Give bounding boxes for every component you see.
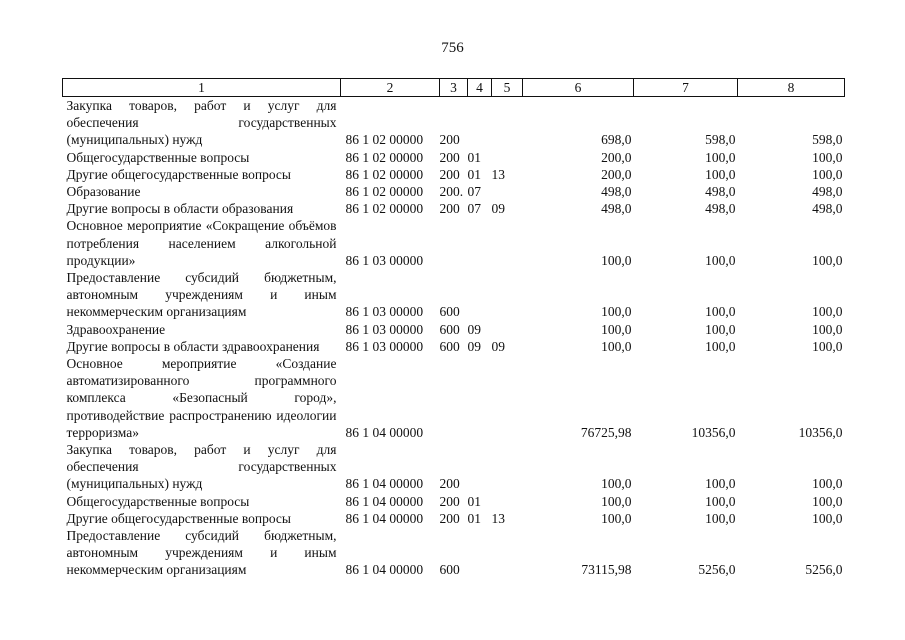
- row-col8: 100,0: [812, 476, 843, 492]
- row-col5: 13: [491, 510, 505, 526]
- table-row: [63, 355, 845, 441]
- row-col7: 100,0: [705, 252, 736, 268]
- row-col8: 100,0: [812, 166, 843, 182]
- row-col7: 100,0: [705, 304, 736, 320]
- row-col8: 100,0: [812, 510, 843, 526]
- row-col3: 600: [439, 562, 460, 578]
- row-col6: 498,0: [601, 184, 632, 200]
- row-col5: [492, 217, 523, 269]
- row-col5: [492, 97, 523, 149]
- row-name: Закупка товаров, работ и услуг для обеспечения государственных (муниципальных) нужд: [66, 98, 337, 148]
- row-code: 86 1 02 00000: [345, 166, 424, 182]
- header-cell: 4: [468, 79, 492, 97]
- row-col7: 100,0: [705, 149, 736, 165]
- row-name: Другие вопросы в области здравоохранения: [66, 338, 320, 354]
- row-col3: 200: [439, 201, 460, 217]
- row-col4: [468, 527, 492, 579]
- row-col6: 73115,98: [581, 562, 632, 578]
- row-col5: [492, 321, 523, 338]
- row-col8: 498,0: [812, 184, 843, 200]
- row-col4: [468, 269, 492, 321]
- row-col6: 100,0: [601, 321, 632, 337]
- row-col8: 100,0: [812, 304, 843, 320]
- row-col3: 600: [439, 304, 460, 320]
- row-col8: 498,0: [812, 201, 843, 217]
- row-code: 86 1 04 00000: [345, 493, 424, 509]
- table-row: [63, 200, 845, 217]
- row-col4: 01: [467, 493, 481, 509]
- row-name: Основное мероприятие «Сокращение объёмов потребления населением алкогольной продукции»: [66, 218, 337, 268]
- row-col7: 100,0: [705, 493, 736, 509]
- row-col4: [468, 97, 492, 149]
- row-code: 86 1 04 00000: [345, 476, 424, 492]
- row-col3: 200.: [439, 184, 464, 200]
- row-col4: [468, 441, 492, 493]
- row-code: 86 1 04 00000: [345, 424, 424, 440]
- header-cell: 3: [440, 79, 468, 97]
- row-col5: 09: [491, 338, 505, 354]
- row-col3: 200: [439, 149, 460, 165]
- table-row: [63, 527, 845, 579]
- header-row: [63, 79, 845, 97]
- row-col5: 13: [491, 166, 505, 182]
- row-col8: 100,0: [812, 321, 843, 337]
- row-code: 86 1 04 00000: [345, 510, 424, 526]
- table-row: [63, 166, 845, 183]
- row-col6: 100,0: [601, 476, 632, 492]
- row-col4: 01: [467, 510, 481, 526]
- table-row: [63, 493, 845, 510]
- row-name: Общегосударственные вопросы: [66, 149, 250, 165]
- row-col6: 200,0: [601, 149, 632, 165]
- row-col4: 01: [467, 149, 481, 165]
- row-col8: 100,0: [812, 493, 843, 509]
- row-col3: [440, 217, 468, 269]
- row-col4: [468, 217, 492, 269]
- row-name: Общегосударственные вопросы: [66, 493, 250, 509]
- header-cell: 8: [738, 79, 845, 97]
- header-cell: 2: [341, 79, 440, 97]
- page-number: 756: [441, 40, 464, 56]
- row-col7: 10356,0: [691, 424, 736, 440]
- row-col3: 600: [439, 338, 460, 354]
- row-col4: 01: [467, 166, 481, 182]
- table-row: [63, 217, 845, 269]
- row-col4: 09: [467, 321, 481, 337]
- row-col3: 200: [439, 493, 460, 509]
- row-col6: 498,0: [601, 201, 632, 217]
- row-code: 86 1 03 00000: [345, 338, 424, 354]
- row-name: Образование: [66, 184, 141, 200]
- row-col6: 100,0: [601, 304, 632, 320]
- row-col4: 07: [467, 184, 481, 200]
- row-col8: 5256,0: [805, 562, 843, 578]
- row-col7: 498,0: [705, 201, 736, 217]
- row-col3: 200: [439, 166, 460, 182]
- header-cell: 1: [63, 79, 341, 97]
- row-col5: [492, 183, 523, 200]
- row-code: 86 1 02 00000: [345, 149, 424, 165]
- row-code: 86 1 02 00000: [345, 184, 424, 200]
- row-code: 86 1 03 00000: [345, 321, 424, 337]
- row-code: 86 1 02 00000: [345, 132, 424, 148]
- row-code: 86 1 02 00000: [345, 201, 424, 217]
- table-row: [63, 441, 845, 493]
- row-col4: [468, 355, 492, 441]
- row-col6: 698,0: [601, 132, 632, 148]
- row-col5: [492, 441, 523, 493]
- row-col4: 09: [467, 338, 481, 354]
- row-col7: 100,0: [705, 321, 736, 337]
- budget-table: [62, 78, 845, 579]
- row-col8: 10356,0: [798, 424, 843, 440]
- row-col8: 100,0: [812, 338, 843, 354]
- row-col7: 5256,0: [698, 562, 736, 578]
- header-cell: 6: [523, 79, 634, 97]
- row-col6: 76725,98: [580, 424, 632, 440]
- row-col5: 09: [491, 201, 505, 217]
- row-col6: 100,0: [601, 510, 632, 526]
- table-row: [63, 183, 845, 200]
- row-code: 86 1 03 00000: [345, 252, 424, 268]
- table-row: [63, 321, 845, 338]
- row-col8: 598,0: [812, 132, 843, 148]
- row-col7: 598,0: [705, 132, 736, 148]
- row-col8: 100,0: [812, 149, 843, 165]
- row-col5: [492, 355, 523, 441]
- header-cell: 5: [492, 79, 523, 97]
- row-name: Основное мероприятие «Создание автоматизированного программного комплекса «Безопасный город», противодействие распространению идеологии терроризма»: [66, 356, 337, 440]
- row-name: Закупка товаров, работ и услуг для обеспечения государственных (муниципальных) нужд: [66, 442, 337, 492]
- row-name: Здравоохранение: [66, 321, 166, 337]
- row-col3: 200: [439, 510, 460, 526]
- row-col5: [492, 493, 523, 510]
- table-row: [63, 97, 845, 149]
- row-col6: 100,0: [601, 338, 632, 354]
- row-col5: [492, 149, 523, 166]
- table-row: [63, 269, 845, 321]
- row-name: Другие общегосударственные вопросы: [66, 166, 291, 182]
- table-row: [63, 510, 845, 527]
- row-col5: [492, 527, 523, 579]
- row-col5: [492, 269, 523, 321]
- row-col7: 100,0: [705, 510, 736, 526]
- row-col4: 07: [467, 201, 481, 217]
- table-row: [63, 149, 845, 166]
- row-code: 86 1 04 00000: [345, 562, 424, 578]
- row-col6: 100,0: [601, 493, 632, 509]
- row-name: Предоставление субсидий бюджетным, автономным учреждениям и иным некоммерческим организациям: [66, 270, 337, 320]
- row-col7: 100,0: [705, 476, 736, 492]
- row-col3: [440, 355, 468, 441]
- row-col3: 200: [439, 476, 460, 492]
- row-col6: 200,0: [601, 166, 632, 182]
- row-col3: 200: [439, 132, 460, 148]
- header-cell: 7: [634, 79, 738, 97]
- row-col7: 100,0: [705, 166, 736, 182]
- row-name: Другие общегосударственные вопросы: [66, 510, 291, 526]
- row-code: 86 1 03 00000: [345, 304, 424, 320]
- row-col7: 498,0: [705, 184, 736, 200]
- row-col6: 100,0: [601, 252, 632, 268]
- row-col7: 100,0: [705, 338, 736, 354]
- row-name: Предоставление субсидий бюджетным, автономным учреждениям и иным некоммерческим организациям: [66, 528, 337, 578]
- row-col3: 600: [439, 321, 460, 337]
- table-row: [63, 338, 845, 355]
- row-col8: 100,0: [812, 252, 843, 268]
- row-name: Другие вопросы в области образования: [66, 201, 294, 217]
